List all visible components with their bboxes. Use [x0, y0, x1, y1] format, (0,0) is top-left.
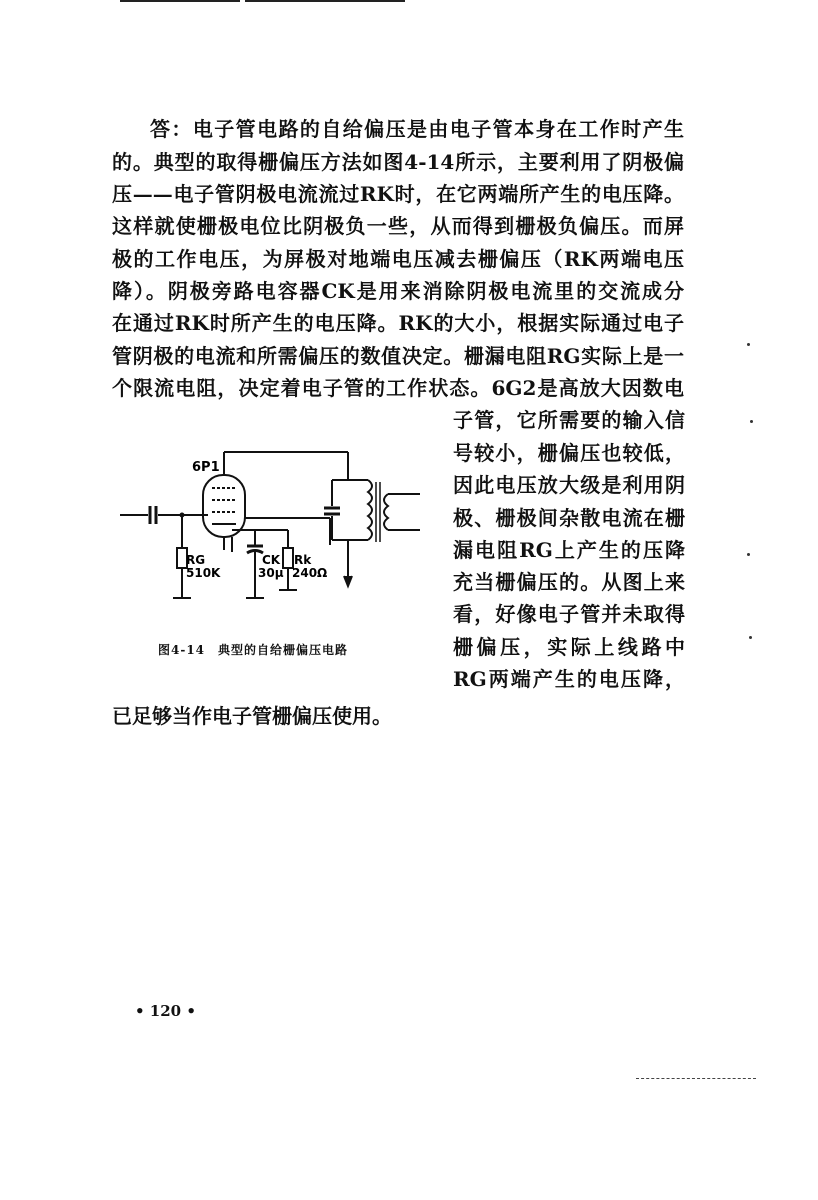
text-line: 号较小，栅偏压也较低，	[453, 441, 685, 465]
closing-text-line: 已足够当作电子管栅偏压使用。	[112, 704, 392, 728]
vacuum-tube-6p1	[203, 475, 245, 537]
text-line: 极的工作电压，为屏极对地端电压减去栅偏压（RK两端电压	[112, 247, 684, 271]
text-line: 子管，它所需要的输入信	[453, 408, 685, 432]
rk-label: Rk	[294, 553, 312, 567]
text-line: 充当栅偏压的。从图上来	[453, 570, 685, 594]
secondary-coil	[384, 494, 388, 530]
top-border-rule	[245, 0, 405, 2]
text-line: 因此电压放大级是利用阴	[453, 473, 685, 497]
primary-coil	[368, 480, 372, 540]
rg-label: RG	[186, 553, 206, 567]
scan-speck	[747, 343, 750, 346]
text-line: 栅偏压，实际上线路中	[453, 635, 685, 659]
text-line: 管阴极的电流和所需偏压的数值决定。栅漏电阻RG实际上是一	[112, 344, 684, 368]
text-line: 在通过RK时所产生的电压降。RK的大小，根据实际通过电子	[112, 311, 684, 335]
text-line: 压——电子管阴极电流流过RK时，在它两端所产生的电压降。	[112, 182, 684, 206]
scan-speck	[747, 553, 750, 556]
text-line: 极、栅极间杂散电流在栅	[453, 506, 685, 530]
top-border-rule	[120, 0, 240, 2]
text-line: 降）。阴极旁路电容器CK是用来消除阴极电流里的交流成分	[112, 279, 684, 303]
rg-value: 510K	[186, 566, 221, 580]
text-line: RG两端产生的电压降，	[453, 667, 685, 691]
self-bias-circuit-diagram	[110, 440, 430, 610]
ck-value: 30μ	[258, 566, 284, 580]
cathode-resistor	[283, 548, 293, 568]
bottom-rule	[636, 1078, 756, 1080]
text-line: 个限流电阻，决定着电子管的工作状态。6G2是高放大因数电	[112, 376, 684, 400]
scan-speck	[749, 636, 752, 639]
text-line: 答：电子管电路的自给偏压是由电子管本身在工作时产生	[150, 117, 684, 141]
text-line: 的。典型的取得栅偏压方法如图4-14所示，主要利用了阴极偏	[112, 150, 684, 174]
text-line: 漏电阻RG上产生的压降	[453, 538, 685, 562]
rk-value: 240Ω	[292, 566, 328, 580]
text-line: 这样就使栅极电位比阴极负一些，从而得到栅极负偏压。而屏	[112, 214, 684, 238]
ck-label: CK	[262, 553, 281, 567]
text-line: 看，好像电子管并未取得	[453, 602, 685, 626]
tube-label: 6P1	[192, 460, 220, 475]
page-number: • 120 •	[135, 1002, 196, 1020]
scan-speck	[750, 420, 753, 423]
figure-caption: 图4-14 典型的自给栅偏压电路	[158, 643, 349, 657]
